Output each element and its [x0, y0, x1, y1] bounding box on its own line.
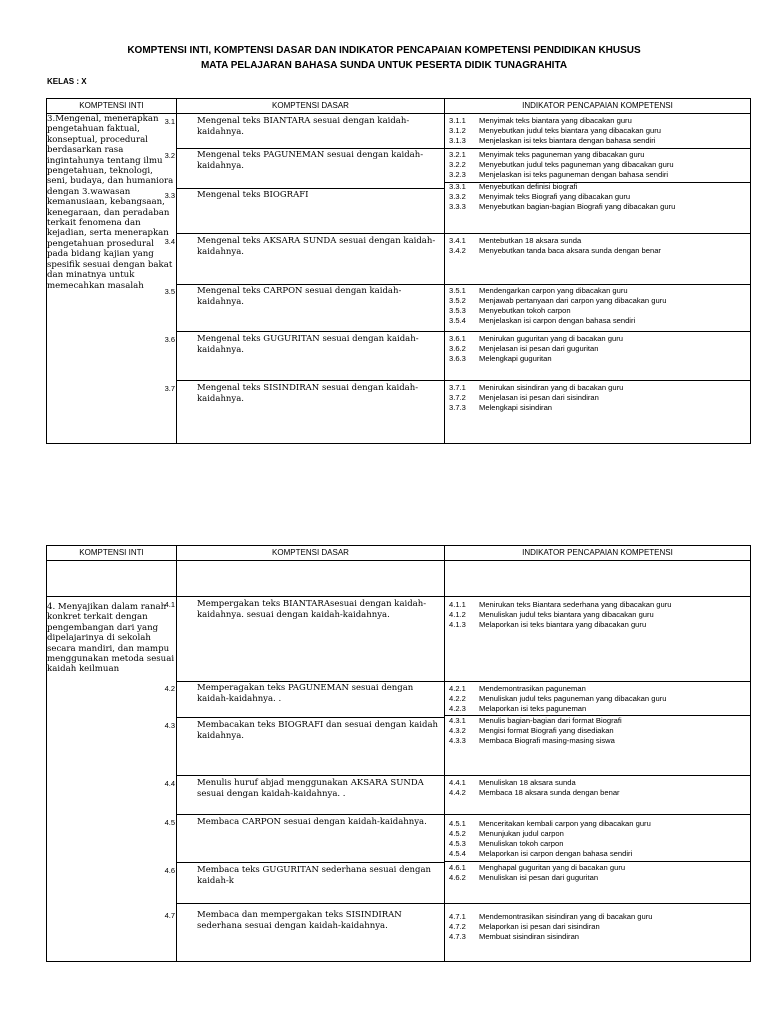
header-kd: KOMPTENSI DASAR	[177, 99, 445, 114]
indicator-number: 4.3.1	[449, 716, 466, 725]
indicator-item	[449, 383, 623, 393]
indicator-text: Melengkapi sisindiran	[479, 403, 553, 412]
basic-competency-text: Mengenal teks AKSARA SUNDA sesuai dengan kaidah-kaidahnya.	[197, 236, 436, 257]
row-divider	[177, 331, 444, 332]
indicator-number: 3.3.2	[449, 192, 466, 201]
indicator-text: Menjelaskan isi teks paguneman dengan bahasa sendiri	[479, 170, 669, 179]
indicator-number: 3.5.4	[449, 316, 466, 325]
competency-table-2	[46, 545, 751, 962]
indicator-number: 4.4.2	[449, 788, 466, 797]
indicator-text: Menyebutkan bagian-bagian Biografi yang dibacakan guru	[479, 202, 676, 211]
indicator-number: 3.1.1	[449, 116, 466, 125]
indicator-item	[449, 344, 598, 354]
indicator-text: Menyimak teks paguneman yang dibacakan guru	[479, 150, 645, 159]
indicator-item	[449, 726, 614, 736]
indicator-number: 4.1.1	[449, 600, 466, 609]
indicator-item	[449, 116, 632, 126]
indicator-item	[449, 829, 564, 839]
indicator-number: 4.7.2	[449, 922, 466, 931]
indicator-number: 3.3.3	[449, 202, 466, 211]
row-divider	[177, 148, 444, 149]
row-divider	[445, 681, 750, 682]
indicator-item	[449, 839, 563, 849]
indicator-number: 3.4.2	[449, 246, 466, 255]
indicator-text: Menuliskan 18 aksara sunda	[479, 778, 576, 787]
indicator-item	[449, 863, 625, 873]
row-divider	[177, 233, 444, 234]
indicator-item	[449, 932, 579, 942]
row-divider	[445, 148, 750, 149]
basic-competency-text: Membaca teks GUGURITAN sederhana sesuai dengan kaidah-k	[197, 865, 431, 886]
basic-competency-text: Mengenal teks CARPON sesuai dengan kaidah-kaidahnya.	[197, 286, 402, 307]
header-ki: KOMPTENSI INTI	[47, 99, 177, 114]
basic-competency-number: 3.6	[164, 335, 175, 344]
indicator-item	[449, 716, 622, 726]
indicator-number: 3.6.2	[449, 344, 466, 353]
indicator-text: Menyebutkan tokoh carpon	[479, 306, 571, 315]
empty-row	[47, 561, 751, 597]
indicator-item	[449, 236, 581, 246]
indicator-text: Menjelaskan isi teks biantara dengan bahasa sendiri	[479, 136, 656, 145]
document-subtitle: MATA PELAJARAN BAHASA SUNDA UNTUK PESERTA DIDIK TUNAGRAHITA	[200, 60, 568, 71]
indicator-text: Menuliskan tokoh carpon	[479, 839, 564, 848]
indicator-item	[449, 694, 666, 704]
indicator-item	[449, 246, 661, 256]
basic-competency-number: 4.1	[164, 600, 175, 609]
basic-competency-number: 4.6	[164, 866, 175, 875]
indicator-text: Membaca 18 aksara sunda dengan benar	[479, 788, 620, 797]
indicator-item	[449, 296, 666, 306]
indicator-number: 4.3.2	[449, 726, 466, 735]
indicator-item	[449, 126, 661, 136]
indicator-text: Melaporkan isi pesan dari sisindiran	[479, 922, 600, 931]
indicator-number: 4.5.4	[449, 849, 466, 858]
core-competency-4: 4. Menyajikan dalam ranah konkret terkait dengan pengembangan dari yang dipelajarinya di sekolah secara mandiri, dan mampu menggunakan metoda sesuai kaidah keilmuan	[47, 597, 177, 962]
basic-competency-number: 4.3	[164, 721, 175, 730]
indicator-item	[449, 354, 552, 364]
indicator-item	[449, 182, 577, 192]
row-divider	[177, 775, 444, 776]
indicator-text: Menyimak teks Biografi yang dibacakan guru	[479, 192, 631, 201]
indicator-number: 4.3.3	[449, 736, 466, 745]
indicator-text: Membaca Biografi masing-masing siswa	[479, 736, 615, 745]
basic-competency-text: Membaca dan mempergakan teks SISINDIRAN sederhana sesuai dengan kaidah-kaidahnya.	[197, 910, 402, 931]
basic-competency-number: 3.7	[164, 384, 175, 393]
basic-competency-text: Mengenal teks SISINDIRAN sesuai dengan kaidah-kaidahnya.	[197, 383, 419, 404]
indicator-item	[449, 788, 620, 798]
core-competency-3: 3.Mengenal, menerapkan pengetahuan faktual, konseptual, procedural berdasarkan rasa ingintahunya tentang ilmu pengetahuan, teknologi, seni, budaya, dan humaniora dengan 3.wawasan kemanusiaan, kebangsaan, kenegaraan, dan peradaban terkait fenomena dan kejadian, serta menerapkan pengetahuan prosedural pada bidang kajian yang spesifik sesuai dengan bakat dan minatnya untuk memecahkan masalah	[47, 114, 177, 444]
indicator-number: 3.2.2	[449, 160, 466, 169]
basic-competency-number: 4.4	[164, 779, 175, 788]
basic-competency-text: Mengenal teks BIOGRAFI	[197, 190, 309, 200]
indicator-text: Menyebutkan definisi biografi	[479, 182, 578, 191]
basic-competency-number: 3.3	[164, 191, 175, 200]
row-divider	[445, 182, 750, 183]
indicator-item	[449, 160, 674, 170]
indicator-item	[449, 684, 586, 694]
indicator-text: Menyimak teks biantara yang dibacakan guru	[479, 116, 632, 125]
row-divider	[445, 903, 750, 904]
indicator-item	[449, 306, 571, 316]
basic-competency-text: Membaca CARPON sesuai dengan kaidah-kaidahnya.	[197, 817, 427, 827]
row-divider	[445, 814, 750, 815]
basic-competency-number: 4.5	[164, 818, 175, 827]
indicator-item	[449, 873, 598, 883]
indicator-text: Menceritakan kembali carpon yang dibacakan guru	[479, 819, 651, 828]
basic-competency-text: Mengenal teks GUGURITAN sesuai dengan kaidah-kaidahnya.	[197, 334, 419, 355]
basic-competency-column	[164, 114, 445, 444]
indicator-number: 4.2.1	[449, 684, 466, 693]
indicator-text: Melaporkan isi carpon dengan bahasa sendiri	[479, 849, 633, 858]
row-divider	[177, 681, 444, 682]
indicator-item	[449, 286, 628, 296]
indicator-number: 3.5.2	[449, 296, 466, 305]
indicator-text: Menjelaskan isi carpon dengan bahasa sendiri	[479, 316, 636, 325]
indicator-text: Menyebutkan tanda baca aksara sunda dengan benar	[479, 246, 661, 255]
basic-competency-text: Mengenal teks PAGUNEMAN sesuai dengan kaidah-kaidahnya.	[197, 150, 424, 171]
basic-competency-column	[164, 597, 445, 962]
indicator-number: 3.5.3	[449, 306, 466, 315]
indicator-text: Menuliskan isi pesan dari guguritan	[479, 873, 599, 882]
indicator-item	[449, 736, 615, 746]
indicator-item	[449, 620, 646, 630]
indicator-number: 4.7.3	[449, 932, 466, 941]
indicator-item	[449, 778, 576, 788]
header-ipk: INDIKATOR PENCAPAIAN KOMPETENSI	[445, 546, 751, 561]
indicator-number: 3.6.1	[449, 334, 466, 343]
indicator-text: Mentebutkan 18 aksara sunda	[479, 236, 582, 245]
indicator-number: 3.1.3	[449, 136, 466, 145]
indicator-text: Menjelasan isi pesan dari guguritan	[479, 344, 599, 353]
indicator-number: 4.5.1	[449, 819, 466, 828]
row-divider	[177, 903, 444, 904]
indicator-item	[449, 192, 630, 202]
row-divider	[445, 331, 750, 332]
basic-competency-number: 4.7	[164, 911, 175, 920]
basic-competency-text: Menulis huruf abjad menggunakan AKSARA SUNDA sesuai dengan kaidah-kaidahnya. .	[197, 778, 424, 799]
indicator-number: 4.4.1	[449, 778, 466, 787]
indicator-item	[449, 334, 623, 344]
indicator-text: Menjelasan isi pesan dari sisindiran	[479, 393, 599, 402]
indicator-number: 3.4.1	[449, 236, 466, 245]
row-divider	[177, 188, 444, 189]
indicator-text: Menjawab pertanyaan dari carpon yang dibacakan guru	[479, 296, 667, 305]
indicator-text: Melaporkan isi teks paguneman	[479, 704, 587, 713]
indicator-item	[449, 819, 651, 829]
indicator-item	[449, 393, 599, 403]
row-divider	[445, 284, 750, 285]
indicator-column	[445, 114, 751, 444]
indicator-column	[445, 597, 751, 962]
indicator-item	[449, 912, 653, 922]
competency-table-1	[46, 98, 751, 444]
row-divider	[177, 380, 444, 381]
indicator-number: 4.2.3	[449, 704, 466, 713]
basic-competency-text: Membacakan teks BIOGRAFI dan sesuai dengan kaidah kaidahnya.	[197, 720, 438, 741]
indicator-text: Membuat sisindiran sisindiran	[479, 932, 580, 941]
indicator-number: 4.1.3	[449, 620, 466, 629]
indicator-item	[449, 610, 654, 620]
indicator-text: Menghapal guguritan yang di bacakan guru	[479, 863, 626, 872]
indicator-text: Melengkapi guguritan	[479, 354, 552, 363]
indicator-number: 3.5.1	[449, 286, 466, 295]
indicator-text: Menuliskan judul teks biantara yang dibacakan guru	[479, 610, 654, 619]
basic-competency-number: 3.2	[164, 151, 175, 160]
indicator-item	[449, 170, 668, 180]
basic-competency-text: Memperagakan teks PAGUNEMAN sesuai dengan kaidah-kaidahnya. .	[197, 683, 414, 704]
indicator-item	[449, 403, 552, 413]
indicator-number: 3.7.1	[449, 383, 466, 392]
indicator-text: Menirukan sisindiran yang di bacakan guru	[479, 383, 624, 392]
row-divider	[177, 717, 444, 718]
indicator-item	[449, 202, 675, 212]
indicator-number: 4.6.1	[449, 863, 466, 872]
row-divider	[445, 380, 750, 381]
indicator-text: Melaporkan isi teks biantara yang dibacakan guru	[479, 620, 647, 629]
indicator-item	[449, 600, 672, 610]
basic-competency-text: Mengenal teks BIANTARA sesuai dengan kaidah-kaidahnya.	[197, 116, 410, 137]
indicator-text: Mendemontrasikan sisindiran yang di bacakan guru	[479, 912, 653, 921]
indicator-text: Mengisi format Biografi yang disediakan	[479, 726, 614, 735]
basic-competency-number: 3.5	[164, 287, 175, 296]
row-divider	[177, 814, 444, 815]
indicator-number: 4.5.2	[449, 829, 466, 838]
row-divider	[177, 284, 444, 285]
indicator-number: 4.2.2	[449, 694, 466, 703]
class-label: KELAS : X	[47, 77, 87, 86]
row-divider	[177, 862, 444, 863]
basic-competency-number: 3.4	[164, 237, 175, 246]
indicator-number: 3.2.1	[449, 150, 466, 159]
indicator-number: 4.6.2	[449, 873, 466, 882]
indicator-item	[449, 150, 644, 160]
indicator-number: 3.1.2	[449, 126, 466, 135]
row-divider	[445, 775, 750, 776]
indicator-text: Menunjukan judul carpon	[479, 829, 564, 838]
indicator-text: Mendemontrasikan paguneman	[479, 684, 586, 693]
table-header-row	[47, 99, 751, 114]
indicator-item	[449, 922, 600, 932]
indicator-text: Menulis bagian-bagian dari format Biografi	[479, 716, 622, 725]
indicator-number: 3.2.3	[449, 170, 466, 179]
indicator-number: 4.5.3	[449, 839, 466, 848]
indicator-number: 3.6.3	[449, 354, 466, 363]
indicator-item	[449, 136, 655, 146]
basic-competency-number: 4.2	[164, 684, 175, 693]
indicator-text: Menuliskan judul teks paguneman yang dibacakan guru	[479, 694, 667, 703]
indicator-text: Menirukan guguritan yang di bacakan guru	[479, 334, 623, 343]
indicator-number: 3.3.1	[449, 182, 466, 191]
basic-competency-text: Mempergakan teks BIANTARAsesuai dengan kaidah-kaidahnya. sesuai dengan kaidah-kaidahnya.	[197, 599, 427, 620]
header-kd: KOMPTENSI DASAR	[177, 546, 445, 561]
indicator-text: Mendengarkan carpon yang dibacakan guru	[479, 286, 628, 295]
row-divider	[445, 861, 750, 862]
table-header-row	[47, 546, 751, 561]
document-title: KOMPTENSI INTI, KOMPTENSI DASAR DAN INDIKATOR PENCAPAIAN KOMPETENSI PENDIDIKAN KHUSUS	[127, 45, 641, 56]
indicator-item	[449, 849, 632, 859]
indicator-number: 3.7.3	[449, 403, 466, 412]
indicator-text: Menyebutkan judul teks paguneman yang dibacakan guru	[479, 160, 674, 169]
indicator-text: Menirukan teks Biantara sederhana yang dibacakan guru	[479, 600, 672, 609]
indicator-text: Menyebutkan judul teks biantara yang dibacakan guru	[479, 126, 661, 135]
header-ki: KOMPTENSI INTI	[47, 546, 177, 561]
indicator-number: 4.1.2	[449, 610, 466, 619]
indicator-number: 3.7.2	[449, 393, 466, 402]
row-divider	[445, 715, 750, 716]
indicator-item	[449, 316, 635, 326]
basic-competency-number: 3.1	[164, 117, 175, 126]
indicator-item	[449, 704, 586, 714]
row-divider	[445, 233, 750, 234]
indicator-number: 4.7.1	[449, 912, 466, 921]
header-ipk: INDIKATOR PENCAPAIAN KOMPETENSI	[445, 99, 751, 114]
